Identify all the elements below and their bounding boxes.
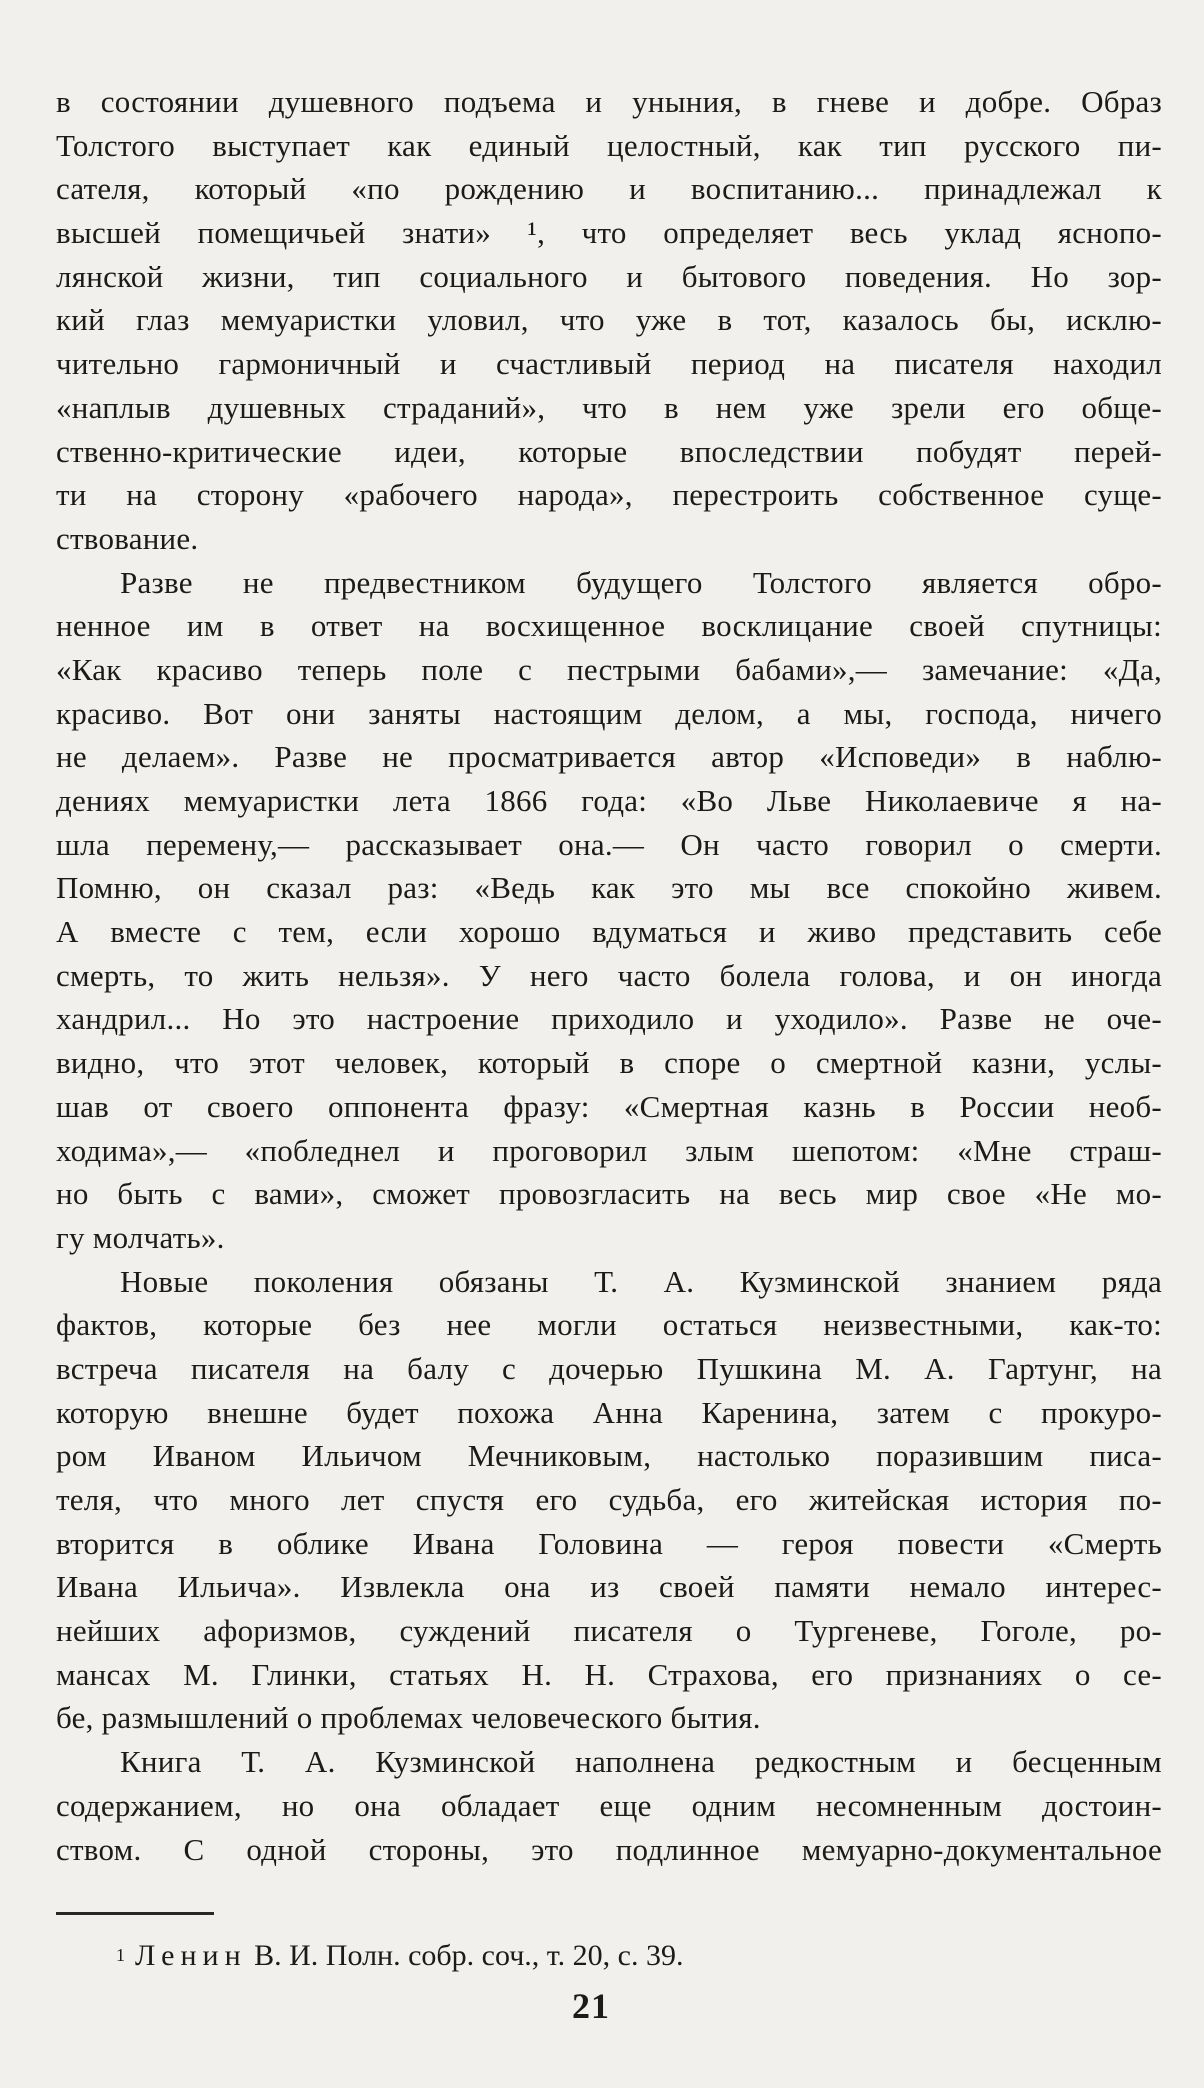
text-line: которую внешне будет похожа Анна Каренина, затем с прокуро- bbox=[56, 1394, 1162, 1430]
text-line: Ивана Ильича». Извлекла она из своей памяти немало интерес- bbox=[56, 1569, 1162, 1605]
text-line: ти на сторону «рабочего народа», перестроить собственное суще- bbox=[56, 477, 1162, 513]
text-line: ром Иваном Ильичом Мечниковым, настолько поразившим писа- bbox=[56, 1438, 1162, 1474]
footnote-marker: 1 bbox=[116, 1945, 125, 1965]
text-line: но быть с вами», сможет провозгласить на весь мир свое «Не мо- bbox=[56, 1176, 1162, 1212]
text-line: кий глаз мемуаристки уловил, что уже в тот, казалось бы, исклю- bbox=[56, 302, 1162, 338]
text-line: лянской жизни, тип социального и бытового поведения. Но зор- bbox=[56, 258, 1162, 294]
text-line: не делаем». Разве не просматривается автор «Исповеди» в наблю- bbox=[56, 739, 1162, 775]
text-line: бе, размышлений о проблемах человеческого бытия. bbox=[56, 1700, 761, 1736]
text-line: ходима»,— «побледнел и проговорил злым шепотом: «Мне страш- bbox=[56, 1132, 1162, 1168]
text-line: в состоянии душевного подъема и уныния, в гневе и добре. Образ bbox=[56, 84, 1162, 119]
text-line: шла перемену,— рассказывает она.— Он часто говорил о смерти. bbox=[56, 826, 1162, 862]
text-line: чительно гармоничный и счастливый период на писателя находил bbox=[56, 346, 1162, 382]
main-text bbox=[56, 80, 1162, 1871]
text-line: смерть, то жить нельзя». У него часто болела голова, и он иногда bbox=[56, 957, 1162, 993]
text-line: ственно-критические идеи, которые впоследствии побудят перей- bbox=[56, 433, 1162, 469]
text-line: «наплыв душевных страданий», что в нем уже зрели его обще- bbox=[56, 389, 1162, 425]
footnote bbox=[116, 1936, 683, 1979]
text-line: фактов, которые без нее могли остаться неизвестными, как-то: bbox=[56, 1307, 1162, 1343]
text-line: шав от своего оппонента фразу: «Смертная казнь в России необ- bbox=[56, 1088, 1162, 1124]
text-line: мансах М. Глинки, статьях Н. Н. Страхова, его признаниях о се- bbox=[56, 1656, 1162, 1692]
text-line: нейших афоризмов, суждений писателя о Тургеневе, Гоголе, ро- bbox=[56, 1613, 1162, 1649]
text-line: высшей помещичьей знати» ¹, что определяет весь уклад яснопо- bbox=[56, 215, 1162, 251]
text-line: А вместе с тем, если хорошо вдуматься и живо представить себе bbox=[56, 914, 1162, 950]
text-line: гу молчать». bbox=[56, 1219, 225, 1255]
paragraph-start-line: Новые поколения обязаны Т. А. Кузминской знанием ряда bbox=[120, 1263, 1162, 1299]
text-line: видно, что этот человек, который в споре о смертной казни, услы- bbox=[56, 1045, 1162, 1081]
text-line: «Как красиво теперь поле с пестрыми бабами»,— замечание: «Да, bbox=[56, 651, 1162, 687]
text-line: Помню, он сказал раз: «Ведь как это мы все спокойно живем. bbox=[56, 870, 1162, 906]
text-line: хандрил... Но это настроение приходило и уходило». Разве не оче- bbox=[56, 1001, 1162, 1037]
paragraph-start-line: Разве не предвестником будущего Толстого является обро- bbox=[120, 564, 1162, 600]
text-line: красиво. Вот они заняты настоящим делом, а мы, господа, ничего bbox=[56, 695, 1162, 731]
page-number: 21 bbox=[572, 1986, 610, 2026]
footnote-divider bbox=[56, 1912, 214, 1915]
text-line: вторится в облике Ивана Головина — героя повести «Смерть bbox=[56, 1525, 1162, 1561]
footnote-text: В. И. Полн. собр. соч., т. 20, с. 39. bbox=[254, 1939, 684, 1972]
text-line: содержанием, но она обладает еще одним несомненным достоин- bbox=[56, 1787, 1162, 1823]
footnote-author: Ленин bbox=[135, 1939, 247, 1972]
text-line: ствование. bbox=[56, 520, 199, 556]
text-line: ством. С одной стороны, это подлинное мемуарно-документальное bbox=[56, 1831, 1162, 1867]
text-line: Толстого выступает как единый целостный, как тип русского пи- bbox=[56, 127, 1162, 163]
text-line: дениях мемуаристки лета 1866 года: «Во Льве Николаевиче я на- bbox=[56, 783, 1162, 818]
paragraph-start-line: Книга Т. А. Кузминской наполнена редкостным и бесценным bbox=[120, 1744, 1162, 1780]
text-line: встреча писателя на балу с дочерью Пушкина М. А. Гартунг, на bbox=[56, 1350, 1162, 1386]
text-line: сателя, который «по рождению и воспитанию... принадлежал к bbox=[56, 171, 1162, 207]
text-line: ненное им в ответ на восхищенное восклицание своей спутницы: bbox=[56, 608, 1162, 644]
text-line: теля, что много лет спустя его судьба, его житейская история по- bbox=[56, 1482, 1162, 1517]
